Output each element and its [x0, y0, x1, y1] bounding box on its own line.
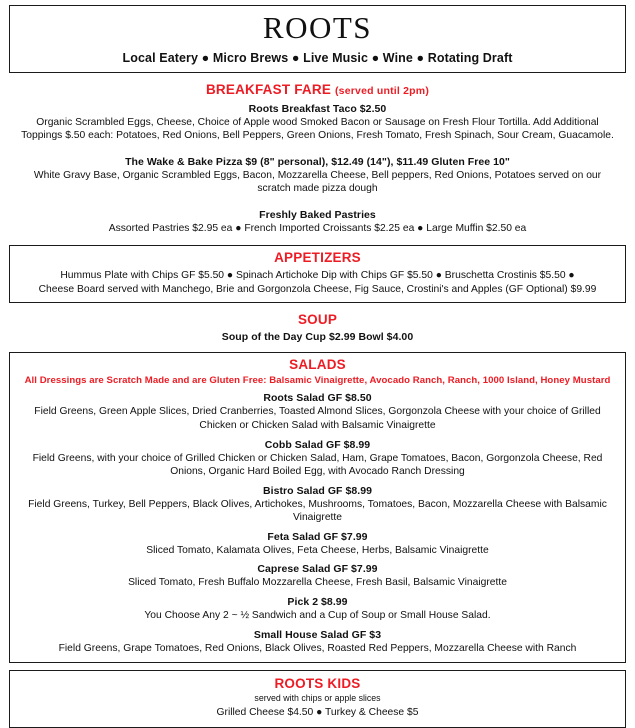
appetizers-section	[9, 245, 626, 304]
spacer	[9, 143, 626, 150]
breakfast-section-title	[9, 82, 626, 97]
menu-item	[10, 531, 625, 558]
salads-section-title: SALADS	[289, 357, 346, 373]
kids-section	[9, 670, 626, 728]
menu-item	[10, 439, 625, 479]
menu-item-description: White Gravy Base, Organic Scrambled Eggs, Bacon, Mozzarella Cheese, Bell peppers, Red Onions, Potatoes served on our scratch made pizza dough	[33, 169, 602, 195]
menu-item-name: Freshly Baked Pastries	[259, 209, 376, 222]
restaurant-name: ROOTS	[262, 10, 373, 45]
menu-item	[9, 103, 626, 143]
menu-item	[10, 392, 625, 432]
appetizers-section-title: APPETIZERS	[274, 249, 361, 265]
menu-item-description: Sliced Tomato, Kalamata Olives, Feta Cheese, Herbs, Balsamic Vinaigrette	[146, 544, 489, 556]
spacer	[9, 196, 626, 203]
menu-item	[10, 485, 625, 525]
breakfast-title-text: BREAKFAST FARE	[205, 81, 332, 97]
menu-item-name: Caprese Salad GF $7.99	[257, 563, 378, 576]
menu-item-name: Feta Salad GF $7.99	[267, 530, 368, 543]
menu-item-name: Roots Breakfast Taco $2.50	[248, 102, 387, 115]
breakfast-section	[9, 82, 626, 236]
kids-section-title: ROOTS KIDS	[274, 676, 361, 692]
menu-item-name: Roots Salad GF $8.50	[263, 392, 372, 405]
menu-page	[0, 5, 635, 719]
kids-subtitle: served with chips or apple slices	[254, 693, 381, 704]
restaurant-tagline: Local Eatery ● Micro Brews ● Live Music ● Wine ● Rotating Draft	[122, 50, 513, 65]
salad-dressings-note: All Dressings are Scratch Made and are Gluten Free: Balsamic Vinaigrette, Avocado Ranch, Ranch, 1000 Island, Honey Mustard	[24, 375, 611, 387]
appetizers-line-2: Cheese Board served with Manchego, Brie and Gorgonzola Cheese, Fig Sauce, Crostini's and Apples (GF Optional) $9.99	[38, 283, 597, 295]
breakfast-title-subtext: (served until 2pm)	[334, 84, 430, 97]
soup-of-the-day-line: Soup of the Day Cup $2.99 Bowl $4.00	[221, 331, 414, 344]
menu-item	[10, 596, 625, 623]
menu-item-name: Cobb Salad GF $8.99	[264, 438, 371, 451]
soup-section-title: SOUP	[297, 312, 338, 328]
menu-item-description: Field Greens, Grape Tomatoes, Red Onions, Black Olives, Roasted Red Peppers, Mozzarella Cheese with Ranch	[58, 642, 577, 654]
menu-item-description: Organic Scrambled Eggs, Cheese, Choice of Apple wood Smoked Bacon or Sausage on Fresh Flour Tortilla. Add Additional Toppings $.50 each: Potatoes, Red Onions, Bell Peppers, Green Onions, Fresh Tomato, Fresh Spinach, Sour Cream, Guacamole.	[21, 116, 614, 142]
salads-section	[9, 352, 626, 663]
menu-item	[9, 209, 626, 236]
kids-items-line: Grilled Cheese $4.50 ● Turkey & Cheese $5	[216, 707, 419, 719]
menu-item-name: Bistro Salad GF $8.99	[262, 484, 372, 497]
menu-item-description: Field Greens, Turkey, Bell Peppers, Black Olives, Artichokes, Mushrooms, Tomatoes, Bacon, Mozzarella Cheese with Balsamic Vinaigrette	[28, 498, 607, 524]
menu-item-name: Pick 2 $8.99	[287, 596, 348, 609]
menu-item-description: Field Greens, with your choice of Grilled Chicken or Chicken Salad, Ham, Grape Tomatoes, Bacon, Gorgonzola Cheese, Red Onions, Organic Hard Boiled Egg, with Avocado Ranch Dressing	[32, 452, 603, 478]
menu-item	[10, 629, 625, 656]
menu-item-description: You Choose Any 2 ~ ½ Sandwich and a Cup of Soup or Small House Salad.	[144, 610, 491, 622]
menu-item	[9, 156, 626, 196]
menu-item-name: The Wake & Bake Pizza $9 (8" personal), $12.49 (14"), $11.49 Gluten Free 10"	[125, 155, 510, 168]
menu-header	[9, 5, 626, 73]
appetizers-line-1: Hummus Plate with Chips GF $5.50 ● Spinach Artichoke Dip with Chips GF $5.50 ● Bruschetta Crostinis $5.50 ●	[60, 269, 575, 281]
menu-item-description: Sliced Tomato, Fresh Buffalo Mozzarella Cheese, Fresh Basil, Balsamic Vinaigrette	[128, 577, 507, 589]
menu-item-name: Small House Salad GF $3	[253, 628, 382, 641]
menu-item-description: Assorted Pastries $2.95 ea ● French Imported Croissants $2.25 ea ● Large Muffin $2.50 ea	[108, 223, 527, 235]
soup-section	[9, 312, 626, 343]
menu-item	[10, 563, 625, 590]
menu-item-description: Field Greens, Green Apple Slices, Dried Cranberries, Toasted Almond Slices, Gorgonzola Cheese with your choice of Grilled Chicken or Chicken Salad with Balsamic Vinaigrette	[34, 406, 601, 431]
